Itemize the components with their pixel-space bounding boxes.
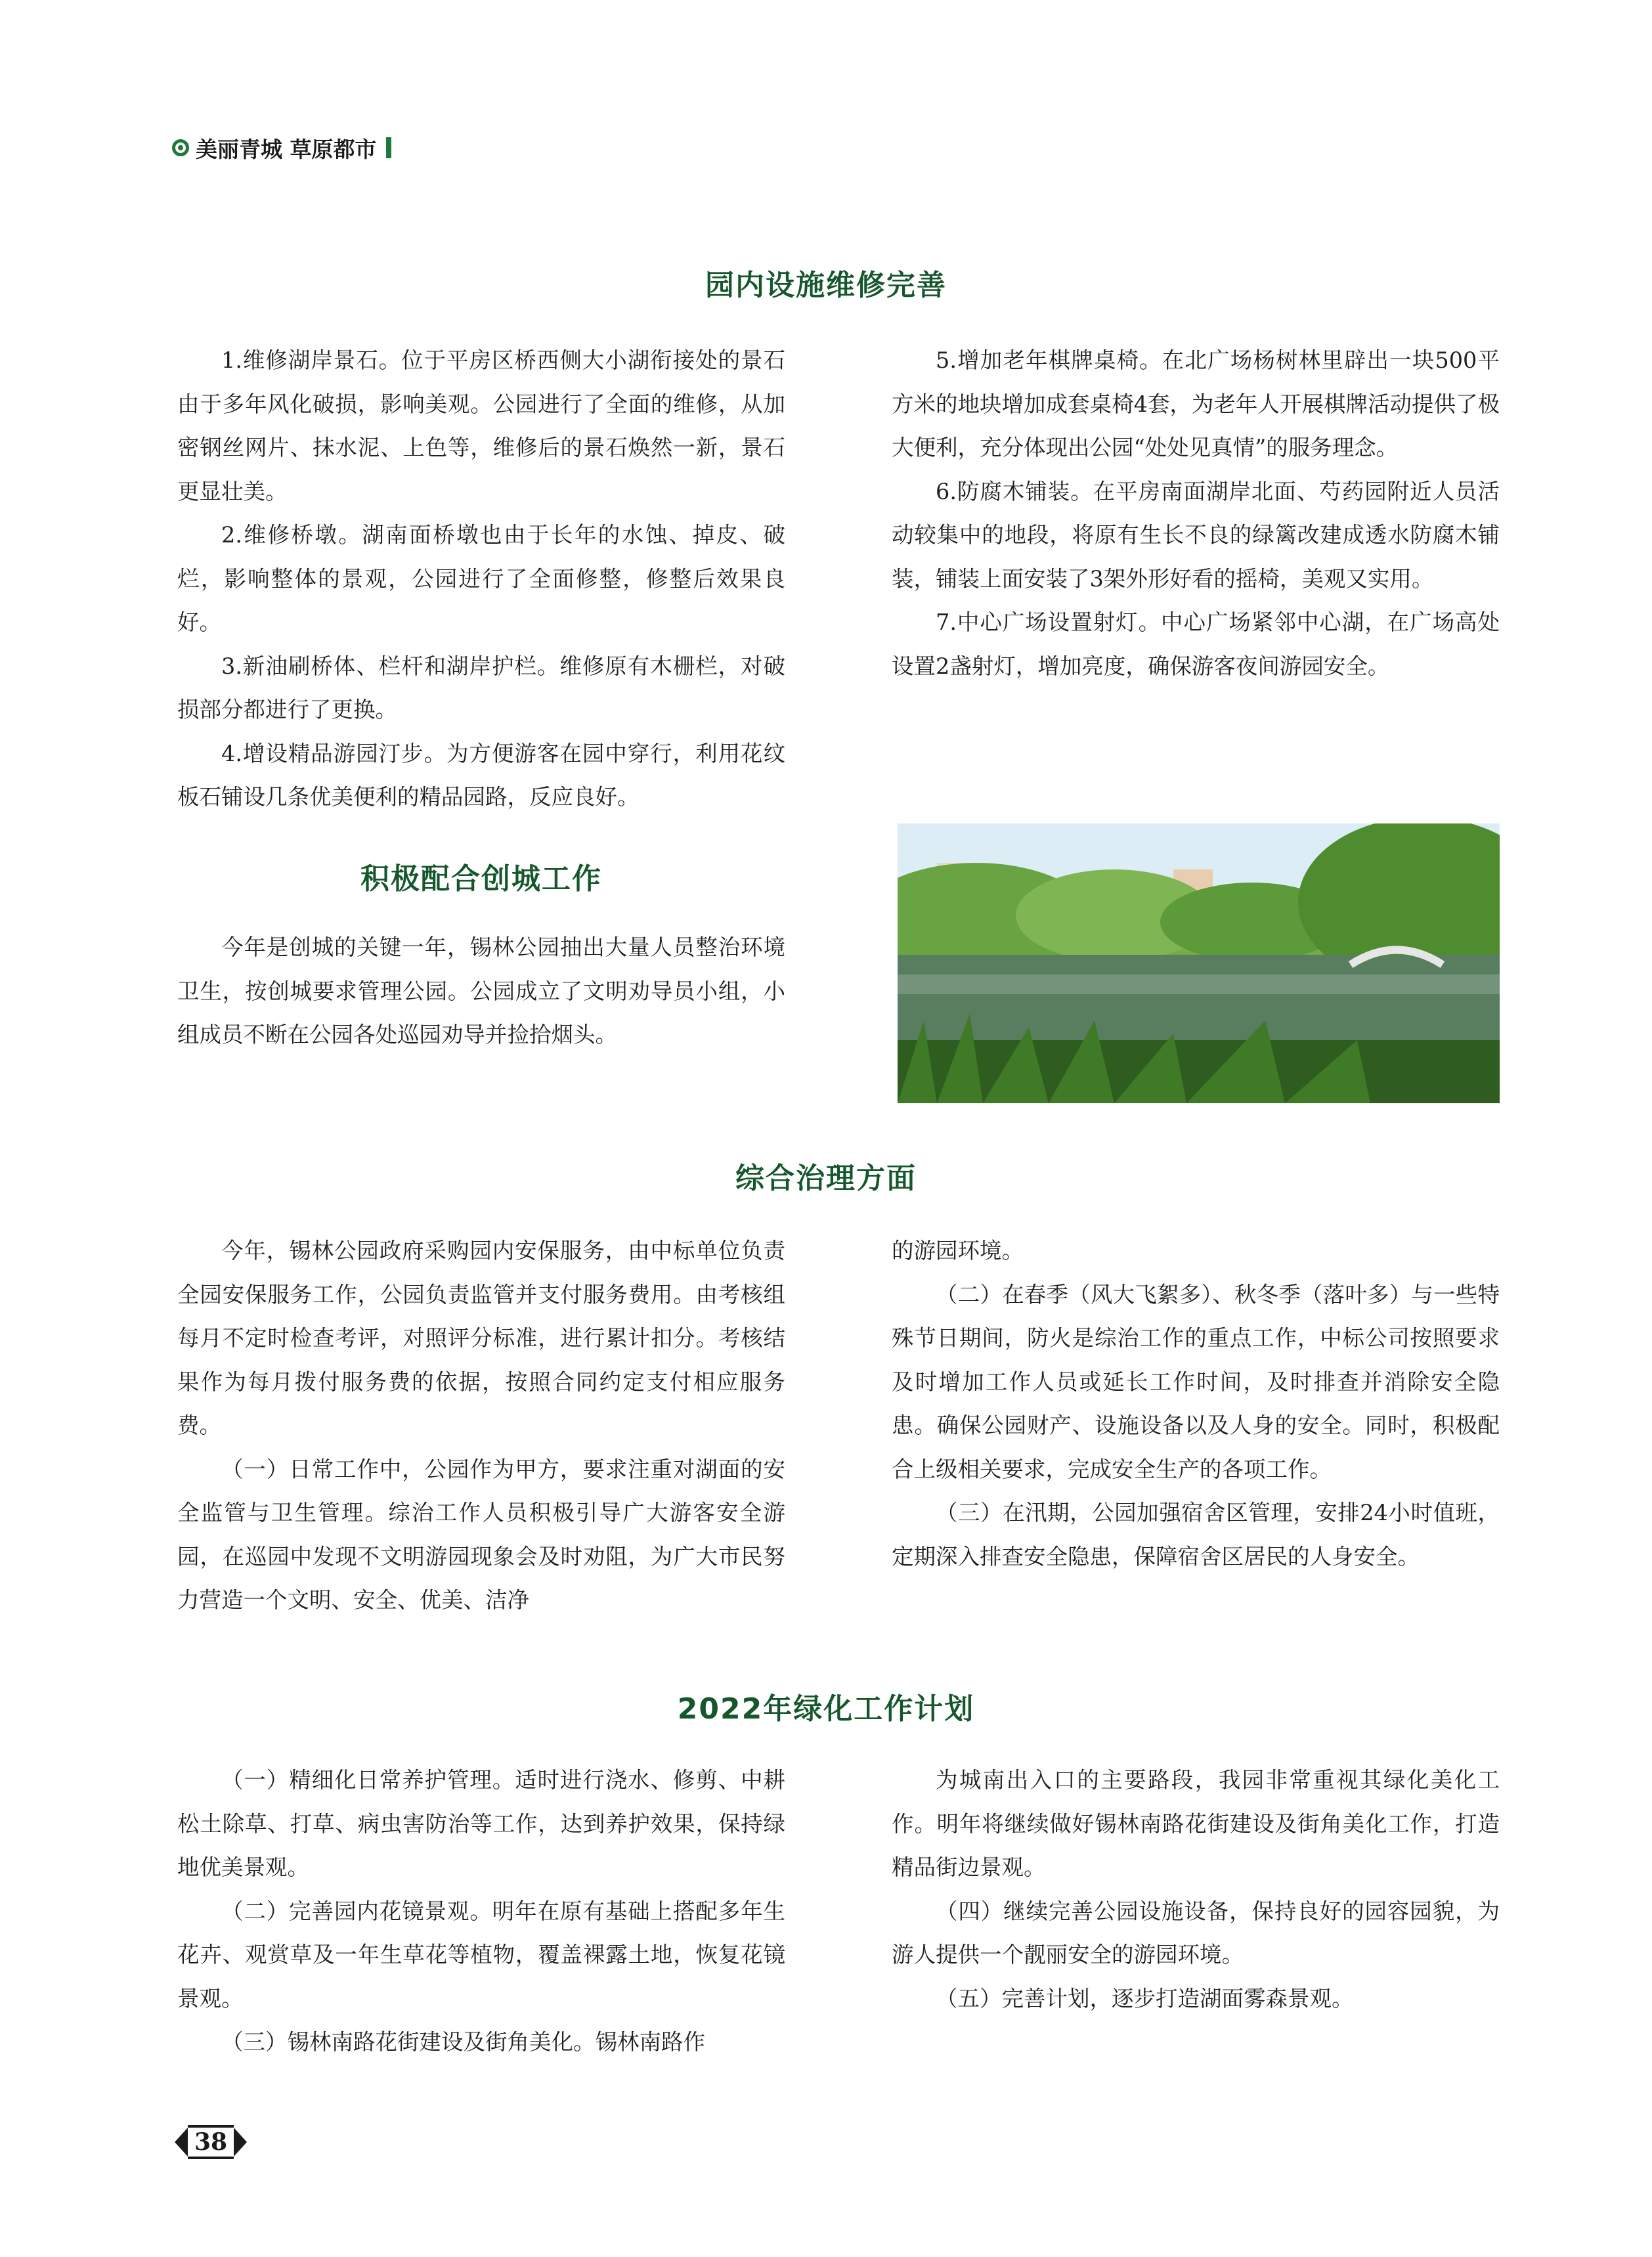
section-title-plan: 2022年绿化工作计划 <box>677 1692 975 1726</box>
paragraph: 4.增设精品游园汀步。为方便游客在园中穿行，利用花纹板石铺设几条优美便利的精品园路，反应良好。 <box>177 740 785 810</box>
paragraph: （二）在春季（风大飞絮多）、秋冬季（落叶多）与一些特殊节日期间，防火是综治工作的重点工作，中标公司按照要求及时增加工作人员或延长工作时间，及时排查并消除安全隐患。确保公园财产、设施设备以及人身的安全。同时，积极配合上级相关要求，完成安全生产的各项工作。 <box>892 1281 1500 1482</box>
paragraph: （二）完善园内花镜景观。明年在原有基础上搭配多年生花卉、观赏草及一年生草花等植物，覆盖裸露土地，恢复花镜景观。 <box>177 1898 785 2011</box>
paragraph: （三）锡林南路花街建设及街角美化。锡林南路作 <box>221 2029 705 2055</box>
section-plan-left <box>177 1759 785 2065</box>
section-facilities-right <box>892 339 1500 688</box>
paragraph: 5.增加老年棋牌桌椅。在北广场杨树林里辟出一块500平方米的地块增加成套桌椅4套，为老年人开展棋牌活动提供了极大便利，充分体现出公园“处处见真情”的服务理念。 <box>892 347 1500 460</box>
section-title-facilities: 园内设施维修完善 <box>705 269 947 302</box>
section-governance-right <box>892 1229 1500 1579</box>
paragraph: （一）精细化日常养护管理。适时进行浇水、修剪、中耕松土除草、打草、病虫害防治等工作，达到养护效果，保持绿地优美景观。 <box>177 1767 785 1880</box>
paragraph: 3.新油刷桥体、栏杆和湖岸护栏。维修原有木栅栏，对破损部分都进行了更换。 <box>177 653 785 722</box>
header-bar-icon <box>386 137 391 158</box>
paragraph: 今年是创城的关键一年，锡林公园抽出大量人员整治环境卫生，按创城要求管理公园。公园成立了文明劝导员小组，小组成员不断在公园各处巡园劝导并捡拾烟头。 <box>177 934 785 1047</box>
paragraph: （三）在汛期，公园加强宿舍区管理，安排24小时值班，定期深入排查安全隐患，保障宿舍区居民的人身安全。 <box>892 1500 1500 1569</box>
paragraph: 今年，锡林公园政府采购园内安保服务，由中标单位负责全园安保服务工作，公园负责监管并支付服务费用。由考核组每月不定时检查考评，对照评分标准，进行累计扣分。考核结果作为每月拨付服务费的依据，按照合同约定支付相应服务费。 <box>177 1238 785 1438</box>
running-header <box>172 131 391 164</box>
paragraph: 2.维修桥墩。湖南面桥墩也由于长年的水蚀、掉皮、破烂，影响整体的景观，公园进行了全面修整，修整后效果良好。 <box>177 522 785 635</box>
park-photo <box>898 823 1500 1103</box>
park-photo-illustration <box>898 823 1500 1103</box>
section-title-city: 积极配合创城工作 <box>360 862 602 896</box>
paragraph: 1.维修湖岸景石。位于平房区桥西侧大小湖衔接处的景石由于多年风化破损，影响美观。公园进行了全面的维修，从加密钢丝网片、抹水泥、上色等，维修后的景石焕然一新，景石更显壮美。 <box>177 347 785 504</box>
page-number-text: 38 <box>188 2125 234 2159</box>
paragraph: （一）日常工作中，公园作为甲方，要求注重对湖面的安全监管与卫生管理。综治工作人员积极引导广大游客安全游园，在巡园中发现不文明游园现象会及时劝阻，为广大市民努力营造一个文明、安全、优美、洁净 <box>177 1456 785 1613</box>
section-plan-right <box>892 1759 1500 2021</box>
section-city-left <box>177 926 785 1057</box>
page-arrow-left-icon <box>175 2128 188 2157</box>
paragraph: 的游园环境。 <box>892 1238 1024 1263</box>
paragraph: （四）继续完善公园设施设备，保持良好的园容园貌，为游人提供一个靓丽安全的游园环境。 <box>892 1898 1500 1967</box>
section-governance-left <box>177 1229 785 1623</box>
paragraph: 为城南出入口的主要路段，我园非常重视其绿化美化工作。明年将继续做好锡林南路花街建设及街角美化工作，打造精品街边景观。 <box>892 1767 1500 1880</box>
paragraph: 6.防腐木铺装。在平房南面湖岸北面、芍药园附近人员活动较集中的地段，将原有生长不良的绿篱改建成透水防腐木铺装，铺装上面安装了3架外形好看的摇椅，美观又实用。 <box>892 478 1500 592</box>
page-number <box>175 2122 267 2162</box>
page-arrow-right-icon <box>234 2128 247 2157</box>
section-facilities-left <box>177 339 785 820</box>
header-title: 美丽青城 草原都市 <box>196 136 377 162</box>
section-title-governance: 综合治理方面 <box>735 1162 917 1195</box>
paragraph: （五）完善计划，逐步打造湖面雾森景观。 <box>936 1985 1354 2011</box>
paragraph: 7.中心广场设置射灯。中心广场紧邻中心湖，在广场高处设置2盏射灯，增加亮度，确保游客夜间游园安全。 <box>892 609 1500 679</box>
header-logo-icon <box>172 139 189 156</box>
